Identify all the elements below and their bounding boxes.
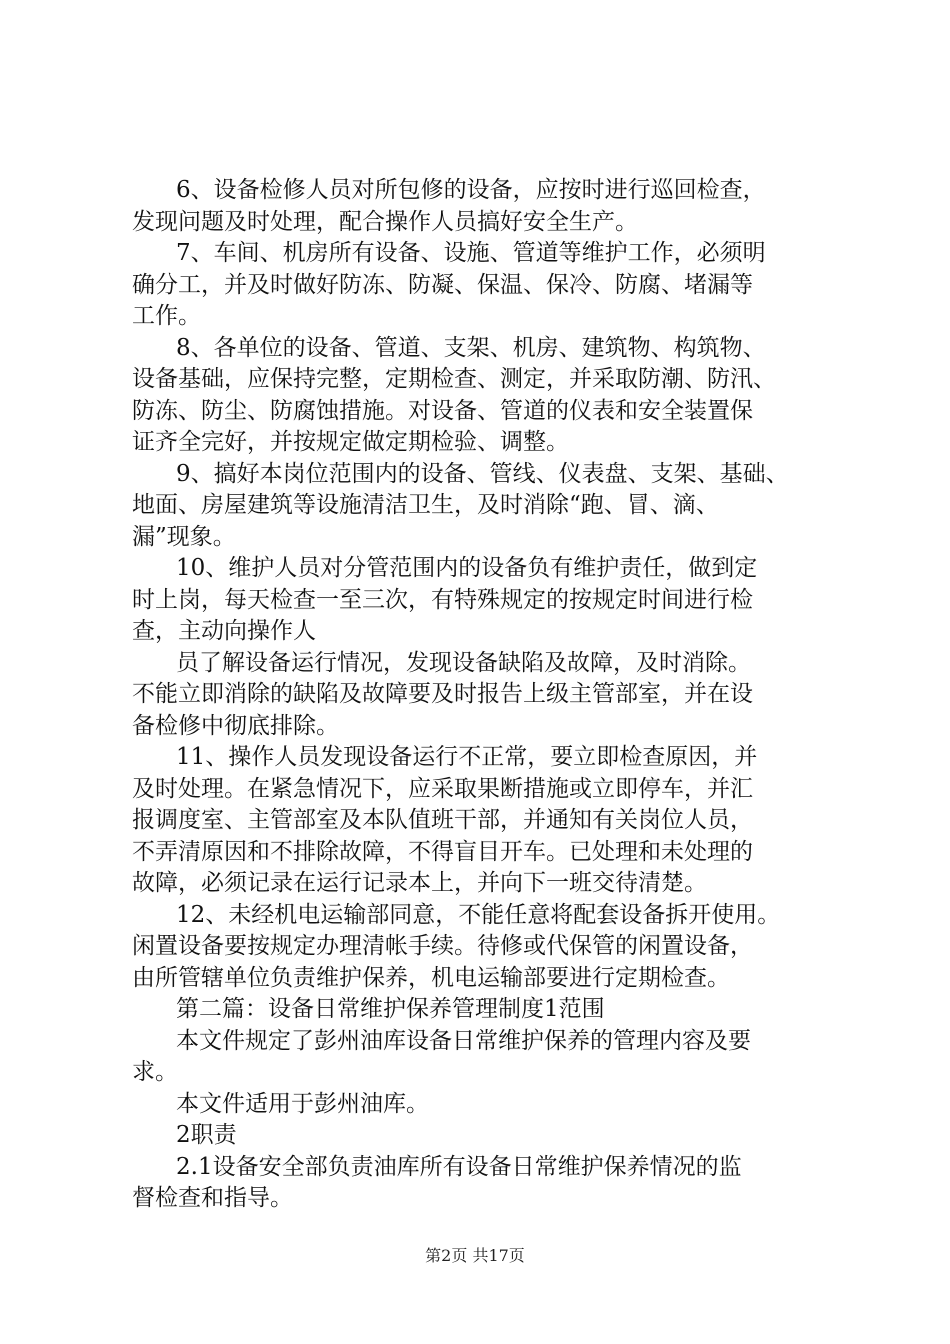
- text-line: 7、车间、机房所有设备、设施、管道等维护工作，必须明: [176, 240, 766, 266]
- text-line: 确分工，并及时做好防冻、防凝、保温、保冷、防腐、堵漏等: [132, 271, 753, 298]
- text-line: 本文件适用于彭州油库。: [176, 1090, 429, 1117]
- text-line: 本文件规定了彭州油库设备日常维护保养的管理内容及要: [176, 1027, 751, 1054]
- text-line: 证齐全完好，并按规定做定期检验、调整。: [132, 429, 569, 455]
- text-line: 督检查和指导。: [132, 1185, 293, 1211]
- text-line: 员了解设备运行情况，发现设备缺陷及故障，及时消除。: [176, 649, 751, 676]
- text-line: 第二篇：设备日常维护保养管理制度1范围: [176, 996, 605, 1022]
- text-line: 工作。: [132, 303, 201, 329]
- text-line: 时上岗，每天检查一至三次，有特殊规定的按规定时间进行检: [132, 586, 753, 613]
- text-line: 查，主动向操作人: [132, 618, 316, 644]
- text-line: 2.1设备安全部负责油库所有设备日常维护保养情况的监: [176, 1153, 742, 1180]
- text-line: 地面、房屋建筑等设施清洁卫生，及时消除“跑、冒、滴、: [132, 492, 719, 518]
- text-line: 6、设备检修人员对所包修的设备，应按时进行巡回检查，: [176, 177, 766, 203]
- text-line: 8、各单位的设备、管道、支架、机房、建筑物、构筑物、: [176, 334, 766, 361]
- text-line: 求。: [132, 1059, 178, 1085]
- text-line: 由所管辖单位负责维护保养，机电运输部要进行定期检查。: [132, 964, 730, 991]
- page-footer: 第2页 共17页: [425, 1246, 525, 1265]
- text-line: 发现问题及时处理，配合操作人员搞好安全生产。: [132, 208, 638, 235]
- text-line: 故障，必须记录在运行记录本上，并向下一班交待清楚。: [132, 870, 707, 896]
- text-line: 2职责: [176, 1122, 237, 1148]
- text-line: 设备基础，应保持完整，定期检查、测定，并采取防潮、防汛、: [132, 366, 776, 392]
- text-line: 防冻、防尘、防腐蚀措施。对设备、管道的仪表和安全装置保: [132, 397, 753, 424]
- text-line: 不弄清原因和不排除故障，不得盲目开车。已处理和未处理的: [132, 838, 753, 865]
- text-line: 备检修中彻底排除。: [132, 712, 339, 739]
- text-line: 及时处理。在紧急情况下，应采取果断措施或立即停车，并汇: [132, 775, 753, 802]
- text-line: 闲置设备要按规定办理清帐手续。待修或代保管的闲置设备，: [132, 933, 753, 959]
- text-line: 不能立即消除的缺陷及故障要及时报告上级主管部室，并在设: [132, 681, 753, 707]
- text-line: 漏”现象。: [132, 523, 236, 550]
- text-line: 11、操作人员发现设备运行不正常，要立即检查原因，并: [176, 744, 758, 770]
- text-line: 10、维护人员对分管范围内的设备负有维护责任，做到定: [176, 555, 758, 581]
- text-line: 9、搞好本岗位范围内的设备、管线、仪表盘、支架、基础、: [176, 460, 789, 487]
- text-line: 报调度室、主管部室及本队值班干部，并通知有关岗位人员，: [132, 807, 753, 833]
- document-body: [132, 175, 832, 1215]
- text-line: 12、未经机电运输部同意，不能任意将配套设备拆开使用。: [176, 901, 781, 928]
